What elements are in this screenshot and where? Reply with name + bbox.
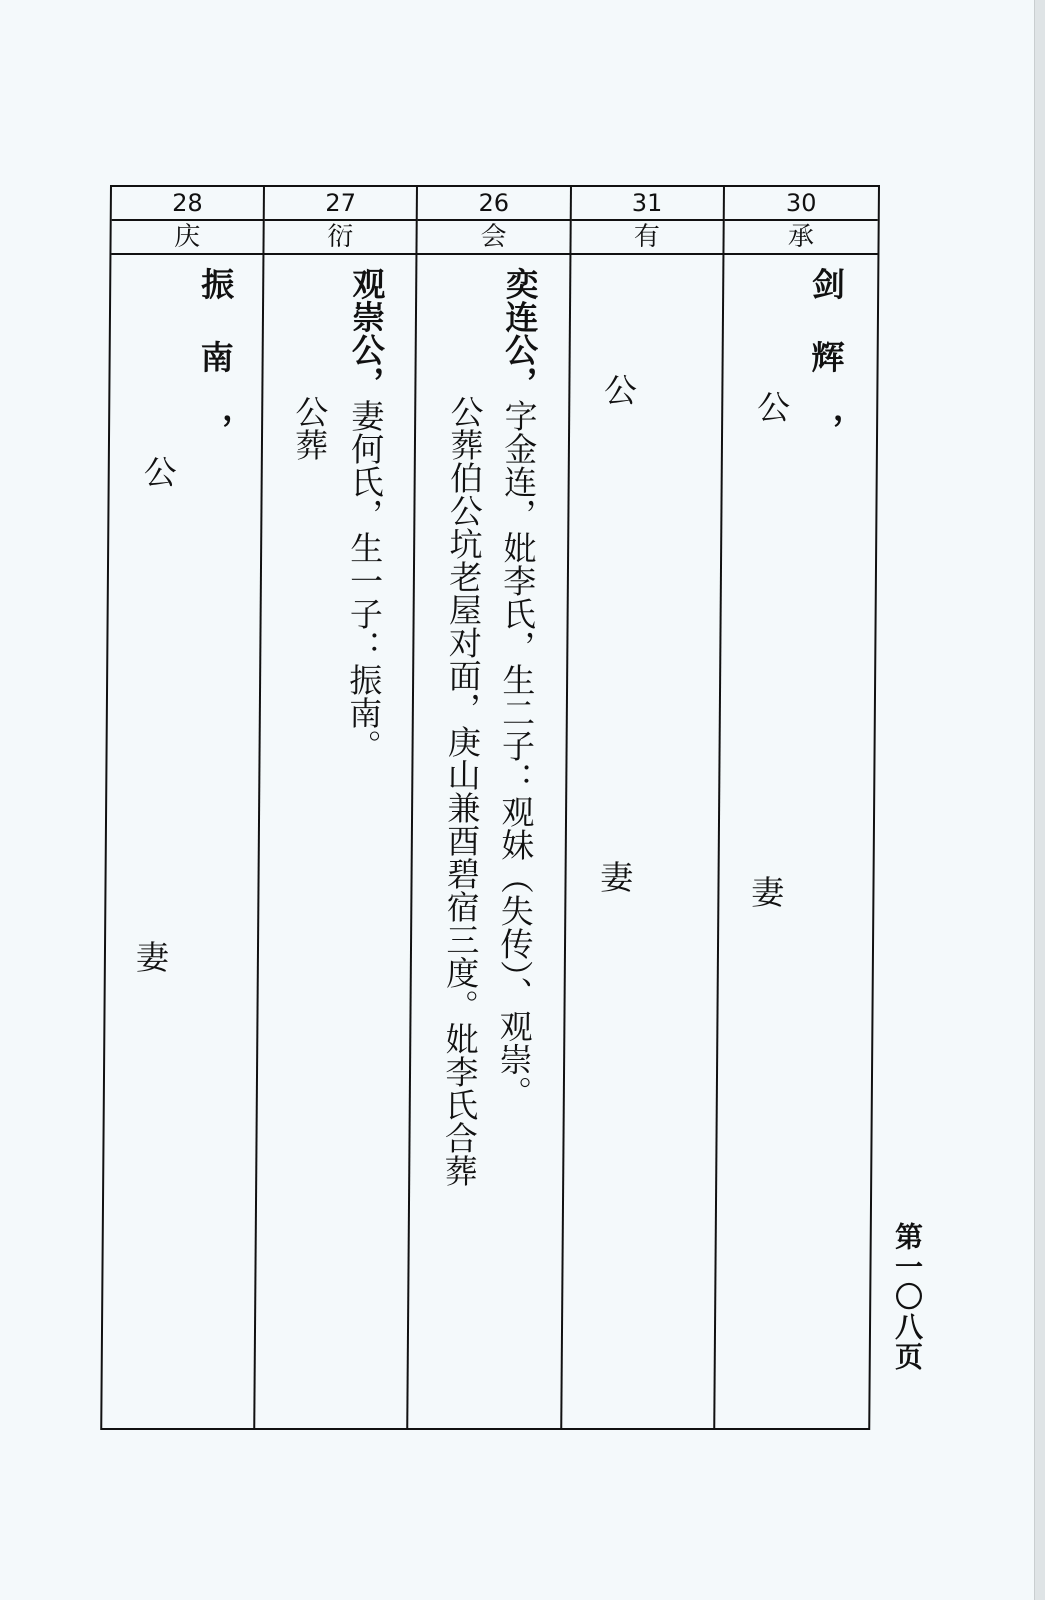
- entry-gong-label: 公: [598, 373, 639, 406]
- entry-separator: ，: [346, 366, 386, 399]
- col-number-31: 31: [571, 187, 724, 221]
- entry-name-guanchong: 观崇公: [346, 267, 387, 366]
- entry-name-jianhui: 剑辉: [806, 267, 847, 413]
- col-number-27: 27: [265, 187, 418, 221]
- entry-col-31: [562, 255, 724, 1428]
- page-number: 第一〇八页: [891, 1222, 924, 1372]
- col-char-31: 有: [571, 221, 724, 255]
- entry-separator: ，: [805, 413, 846, 446]
- entry-gong-label: 公: [138, 455, 178, 488]
- entry-text: 字金连，妣李氏，生二子：观妹（失传）、观崇。: [494, 399, 539, 1109]
- entry-wife-label: 妻: [595, 860, 635, 893]
- entry-wife-label: 妻: [130, 940, 171, 973]
- col-number-28: 28: [112, 187, 265, 221]
- entry-col-26: [409, 255, 571, 1428]
- entry-burial: 公葬: [290, 395, 330, 461]
- col-char-28: 庆: [111, 221, 264, 255]
- entry-name-yilian: 奕连公: [499, 267, 540, 366]
- entry-burial: 公葬伯公坑老屋对面，庚山兼酉碧宿三度。妣李氏合葬: [439, 395, 485, 1187]
- entry-wife-label: 妻: [746, 875, 786, 908]
- entry-separator: ，: [499, 366, 539, 399]
- col-char-27: 衍: [265, 221, 418, 255]
- entry-text: 妻何氏，生一子：振南。: [343, 399, 386, 762]
- entry-col-27: [255, 255, 417, 1428]
- page-edge: [1034, 0, 1045, 1600]
- col-char-26: 会: [418, 221, 571, 255]
- col-number-30: 30: [725, 187, 878, 221]
- col-number-26: 26: [418, 187, 571, 221]
- entry-col-28: [102, 255, 264, 1428]
- entry-name-zhennan: 振南: [195, 267, 236, 413]
- entry-gong-label: 公: [751, 390, 792, 423]
- entry-col-30: [715, 255, 877, 1428]
- genealogy-table: [100, 185, 880, 1430]
- col-char-30: 承: [724, 221, 877, 255]
- entry-separator: ，: [194, 413, 235, 446]
